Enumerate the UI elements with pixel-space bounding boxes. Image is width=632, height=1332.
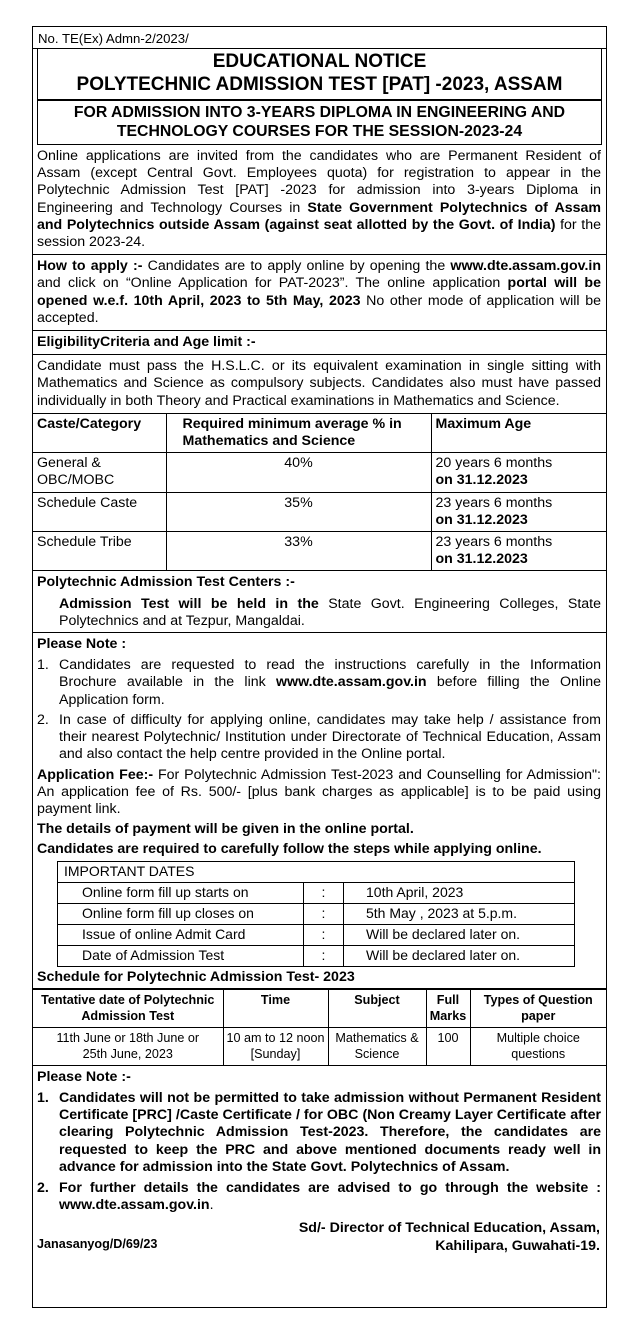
eligibility-text: Candidate must pass the H.S.L.C. or its equivalent examination in single sitting with Mathematics and Science as compulsory subjects. Candidates also must have passed individually in both Theory and Practical examinations in Mathematics and Science. [37,358,601,409]
how-to-apply-section [33,255,606,331]
signature-block [33,1214,606,1254]
table-row [33,532,606,571]
steps-note: Candidates are required to carefully follow the steps while applying online. [37,841,542,858]
date-value: Will be declared later on. [344,924,575,945]
table-row [58,903,575,924]
table-row [58,945,575,966]
date-value: 10th April, 2023 [344,882,575,903]
notice-document [32,26,607,1308]
subject-cell: Mathematics & Science [328,1027,426,1065]
dates-heading: IMPORTANT DATES [58,861,575,882]
publication-code: Janasanyog/D/69/23 [37,1236,158,1251]
header-cell: Required minimum average % in Mathematics and Science [166,413,431,452]
time-cell: 10 am to 12 noon [Sunday] [223,1027,328,1065]
category-cell: Schedule Caste [33,492,166,531]
payment-note-row [33,818,606,838]
table-row [33,492,606,531]
marks-cell: 100 [426,1027,470,1065]
eligibility-heading-row [33,331,606,355]
table-row [58,882,575,903]
notice-subtitle-test: POLYTECHNIC ADMISSION TEST [PAT] -2023, ASSAM [76,74,563,95]
eligibility-heading: EligibilityCriteria and Age limit :- [37,334,256,351]
age-cell: 23 years 6 months on 31.12.2023 [431,532,606,571]
notice-title: EDUCATIONAL NOTICE [212,51,427,72]
list-item: 1. Candidates will not be permitted to take admission without Permanent Resident Certificate [PRC] /Caste Certificate / for OBC (Non Creamy Layer Certificate after clearing Polytechnic Admission Test-2023. Therefore, the candidates are requested to keep the PRC and above mentioned documents ready well in advance for admission into the State Govt. Polytechnics of Assam. [37,1089,601,1175]
percent-cell: 35% [166,492,431,531]
session-heading: FOR ADMISSION INTO 3-YEARS DIPLOMA IN ENGINEERING AND TECHNOLOGY COURSES FOR THE SESSION-2023-24 [37,100,602,145]
category-cell: General & OBC/MOBC [33,453,166,492]
website-link[interactable]: www.dte.assam.gov.in [450,258,602,275]
please-note-2-section [33,1066,606,1215]
date-separator: : [304,882,344,903]
payment-note: The details of payment will be given in the online portal. [37,821,414,838]
eligibility-table [33,413,606,572]
table-header-row [33,989,606,1027]
fee-section [33,764,606,819]
date-value: 5th May , 2023 at 5.p.m. [344,903,575,924]
category-cell: Schedule Tribe [33,532,166,571]
age-cell: 20 years 6 months on 31.12.2023 [431,453,606,492]
header-cell: Caste/Category [33,413,166,452]
header-cell: Tentative date of Polytechnic Admission Test [33,989,223,1027]
date-label: Online form fill up closes on [58,903,304,924]
important-dates-table [57,861,575,967]
website-reference: For further details the candidates are advised to go through the website : www.dte.assam.gov.in [59,1179,601,1214]
title-box [37,49,602,100]
schedule-heading: Schedule for Polytechnic Admission Test- 2023 [37,968,355,985]
date-label: Issue of online Admit Card [58,924,304,945]
eligibility-section [33,355,606,413]
website-link[interactable]: www.dte.assam.gov.in [276,674,427,691]
table-header-row [33,413,606,452]
header-cell: Full Marks [426,989,470,1027]
header-cell: Maximum Age [431,413,606,452]
date-label: Date of Admission Test [58,945,304,966]
test-date-cell: 11th June or 18th June or 25th June, 2023 [33,1027,223,1065]
table-row [58,924,575,945]
date-separator: : [304,924,344,945]
list-item: 2. In case of difficulty for applying online, candidates may take help / assistance from their nearest Polytechnic/ Institution under Directorate of Technical Education, Assam and also contact the help centre provided in the Online portal. [37,711,601,763]
fee-paragraph: Application Fee:- For Polytechnic Admission Test-2023 and Counselling for Admission": An application fee of Rs. 500/- [plus bank charges as applicable] is to be paid using payment link. [37,766,601,817]
header-cell: Subject [328,989,426,1027]
reference-number: No. TE(Ex) Admn-2/2023/ [33,27,606,49]
table-row [33,1027,606,1065]
percent-cell: 33% [166,532,431,571]
question-type-cell: Multiple choice questions [470,1027,606,1065]
intro-paragraph: Online applications are invited from the candidates who are Permanent Resident of Assam (except Central Govt. Employees quota) for registration to appear in the Polytechnic Admission Test [PAT] -2023 for admission into 3-years Diploma in Engineering and Technology Courses in State Government Polytechnics of Assam and Polytechnics outside Assam (against seat allotted by the Govt. of India) for the session 2023-24. [37,148,601,251]
schedule-heading-row [33,967,606,989]
steps-note-row [33,838,606,860]
please-note-heading: Please Note :- [37,1068,131,1085]
centers-text: Admission Test will be held in the State Govt. Engineering Colleges, State Polytechnics and at Tezpur, Mangaldai. [59,595,601,629]
table-row [33,453,606,492]
list-item: 2. For further details the candidates are advised to go through the website : www.dte.assam.gov.in. [37,1179,601,1214]
list-item: 1. Candidates are requested to read the instructions carefully in the Information Brochure available in the link www.dte.assam.gov.in before filling the Online Application form. [37,657,601,708]
how-to-apply-paragraph: How to apply :- Candidates are to apply online by opening the www.dte.assam.gov.in and click on “Online Application for PAT-2023”. The online application portal will be opened w.e.f. 10th April, 2023 to 5th May, 2023 No other mode of application will be accepted. [37,258,602,326]
intro-section [33,145,606,255]
signatory: Sd/- Director of Technical Education, Assam, Kahilipara, Guwahati-19. [298,1220,600,1254]
age-cell: 23 years 6 months on 31.12.2023 [431,492,606,531]
please-note-section [33,633,606,763]
date-label: Online form fill up starts on [58,882,304,903]
percent-cell: 40% [166,453,431,492]
date-value: Will be declared later on. [344,945,575,966]
header-cell: Types of Question paper [470,989,606,1027]
date-separator: : [304,903,344,924]
schedule-table [33,989,606,1066]
centers-section [33,571,606,633]
header-cell: Time [223,989,328,1027]
centers-heading: Polytechnic Admission Test Centers :- [37,574,295,591]
table-header-row [58,861,575,882]
date-separator: : [304,945,344,966]
please-note-heading: Please Note : [37,636,127,653]
